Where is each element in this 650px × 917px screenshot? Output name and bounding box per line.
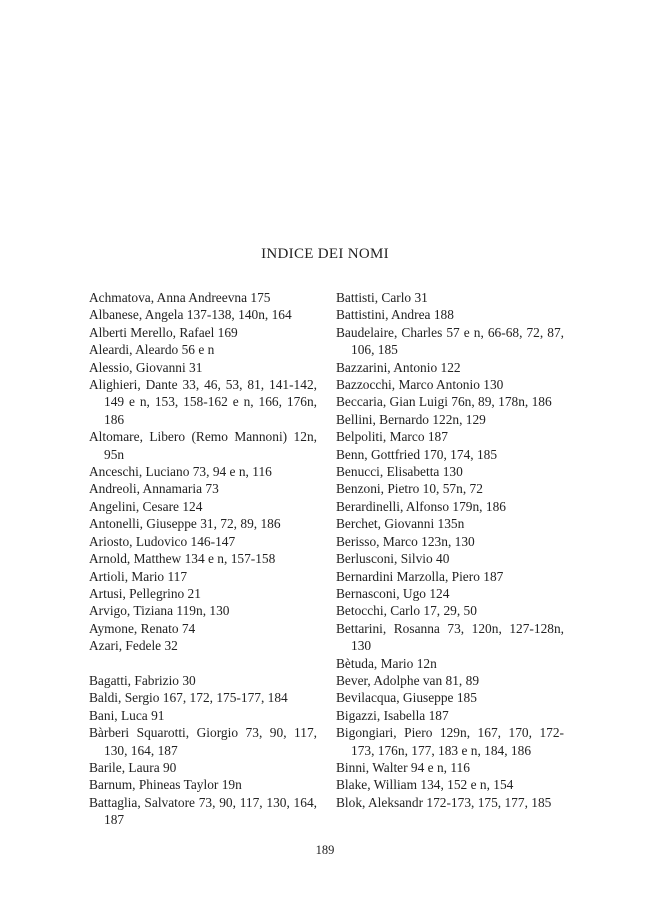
index-entry: Bazzarini, Antonio 122 (336, 359, 461, 375)
index-entry: Barnum, Phineas Taylor 19n (89, 777, 242, 793)
index-entry: Ariosto, Ludovico 146-147 (89, 533, 236, 549)
index-entry: Bernasconi, Ugo 124 (336, 585, 450, 601)
index-entry: Betocchi, Carlo 17, 29, 50 (336, 603, 477, 619)
index-entry: Anceschi, Luciano 73, 94 e n, 116 (89, 464, 272, 480)
index-entry: Bigongiari, Piero 129n, 167, 170, 172-173, 176n, 177, 183 e n, 184, 186 (336, 725, 564, 758)
index-entry: Andreoli, Annamaria 73 (89, 481, 219, 497)
index-entry: Bevilacqua, Giuseppe 185 (336, 690, 477, 706)
index-entry: Battaglia, Salvatore 73, 90, 117, 130, 164, 187 (89, 794, 317, 828)
letter-group-gap (89, 655, 317, 672)
index-entry: Berlusconi, Silvio 40 (336, 551, 450, 567)
index-entry: Artioli, Mario 117 (89, 568, 188, 584)
index-entry: Arvigo, Tiziana 119n, 130 (89, 603, 230, 619)
index-entry: Blake, William 134, 152 e n, 154 (336, 777, 514, 793)
index-entry: Aleardi, Aleardo 56 e n (89, 342, 215, 358)
index-entry: Albanese, Angela 137-138, 140n, 164 (89, 307, 292, 323)
index-entry: Bettarini, Rosanna 73, 120n, 127-128n, 130 (336, 620, 564, 654)
index-entry: Berardinelli, Alfonso 179n, 186 (336, 498, 506, 514)
index-entry: Arnold, Matthew 134 e n, 157-158 (89, 551, 276, 567)
index-entry: Angelini, Cesare 124 (89, 498, 203, 514)
index-entry: Antonelli, Giuseppe 31, 72, 89, 186 (89, 516, 281, 532)
index-entry: Berchet, Giovanni 135n (336, 516, 465, 532)
index-entry: Bazzocchi, Marco Antonio 130 (336, 377, 504, 393)
index-entry: Baudelaire, Charles 57 e n, 66-68, 72, 87, 106, 185 (336, 324, 564, 358)
index-entry: Altomare, Libero (Remo Mannoni) 12n, 95n (89, 429, 317, 462)
index-entry: Bellini, Bernardo 122n, 129 (336, 411, 486, 427)
index-entry: Blok, Aleksandr 172-173, 175, 177, 185 (336, 794, 552, 810)
index-entry: Bètuda, Mario 12n (336, 655, 437, 671)
index-entry: Barile, Laura 90 (89, 759, 177, 775)
index-entry: Benzoni, Pietro 10, 57n, 72 (336, 481, 483, 497)
index-entry: Bani, Luca 91 (89, 707, 165, 723)
index-entry: Battisti, Carlo 31 (336, 290, 428, 305)
index-entry: Binni, Walter 94 e n, 116 (336, 759, 470, 775)
page-number: 189 (315, 843, 335, 857)
index-entry: Bever, Adolphe van 81, 89 (336, 672, 480, 688)
index-entry: Benucci, Elisabetta 130 (336, 464, 463, 480)
index-entry: Bagatti, Fabrizio 30 (89, 672, 196, 688)
index-entry: Achmatova, Anna Andreevna 175 (89, 290, 271, 305)
index-entry: Bigazzi, Isabella 187 (336, 707, 449, 723)
index-column-left (89, 289, 317, 829)
index-column-right (336, 289, 564, 811)
index-title: INDICE DEI NOMI (261, 246, 389, 262)
index-entry: Beccaria, Gian Luigi 76n, 89, 178n, 186 (336, 394, 552, 410)
index-entry: Azari, Fedele 32 (89, 638, 178, 654)
index-entry: Alighieri, Dante 33, 46, 53, 81, 141-142, 149 e n, 153, 158-162 e n, 166, 176n, 186 (89, 377, 317, 427)
index-entry: Battistini, Andrea 188 (336, 307, 454, 323)
index-entry: Aymone, Renato 74 (89, 620, 196, 636)
index-entry: Artusi, Pellegrino 21 (89, 585, 201, 601)
index-entry: Alberti Merello, Rafael 169 (89, 324, 238, 340)
index-entry: Bàrberi Squarotti, Giorgio 73, 90, 117, 130, 164, 187 (89, 725, 317, 758)
index-entry: Berisso, Marco 123n, 130 (336, 533, 475, 549)
index-entry: Benn, Gottfried 170, 174, 185 (336, 446, 498, 462)
index-entry: Bernardini Marzolla, Piero 187 (336, 568, 504, 584)
index-entry: Baldi, Sergio 167, 172, 175-177, 184 (89, 690, 288, 706)
index-entry: Alessio, Giovanni 31 (89, 359, 203, 375)
index-entry: Belpoliti, Marco 187 (336, 429, 448, 445)
